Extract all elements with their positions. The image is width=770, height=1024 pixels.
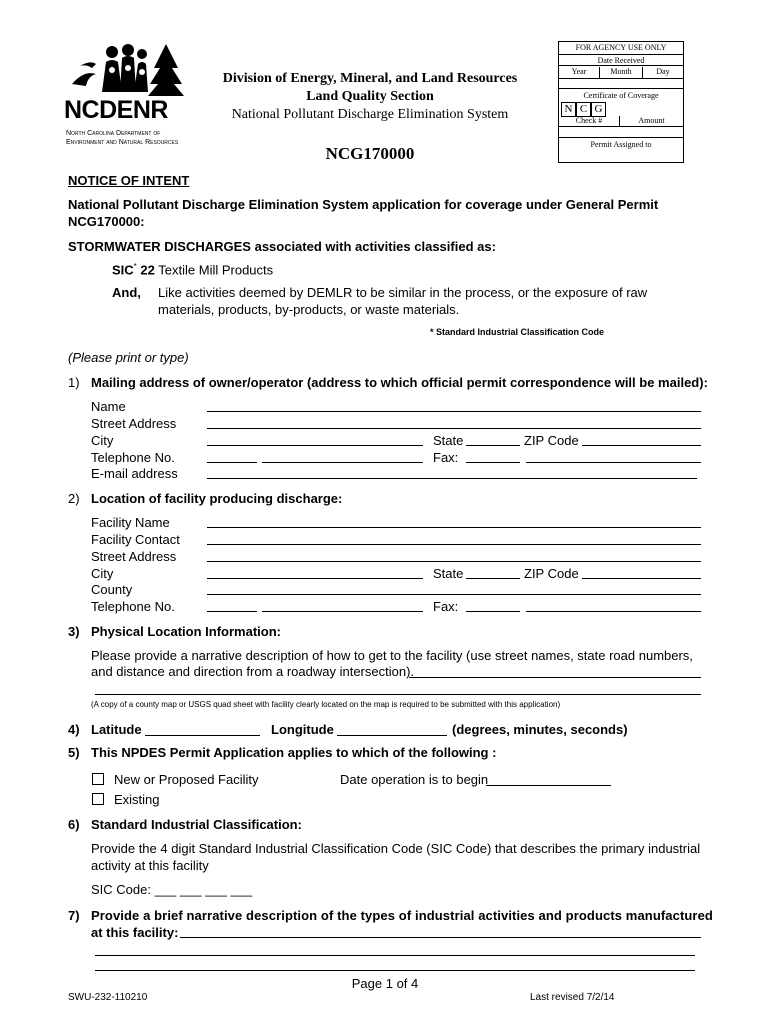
cert-letter: G	[591, 102, 606, 117]
existing-label: Existing	[114, 792, 160, 807]
logo-subtitle-2: Environment and Natural Resources	[66, 139, 179, 146]
s1-email-field[interactable]	[207, 464, 697, 479]
s2-county-field[interactable]	[207, 580, 701, 595]
s2-phone-area-field[interactable]	[207, 597, 257, 612]
new-facility-label: New or Proposed Facility	[114, 772, 259, 787]
s1-street-label: Street Address	[91, 416, 177, 431]
cert-letter: N	[561, 102, 576, 117]
s6-title: Standard Industrial Classification:	[91, 817, 302, 832]
sic-star: *	[133, 262, 137, 271]
s2-county-label: County	[91, 582, 133, 597]
s1-phone-field[interactable]	[262, 448, 423, 463]
new-facility-checkbox[interactable]	[92, 773, 104, 785]
coverage-label: Certificate of Coverage	[583, 91, 659, 100]
s2-city-field[interactable]	[207, 564, 423, 579]
year-label: Year	[559, 67, 600, 78]
s2-title: Location of facility producing discharge:	[91, 491, 343, 506]
s1-number: 1)	[68, 375, 80, 390]
date-begin-field[interactable]	[486, 771, 611, 786]
and-label: And,	[112, 285, 141, 300]
s3-title: Physical Location Information:	[91, 624, 281, 639]
s3-directions-field[interactable]	[409, 663, 701, 678]
and-line-1: Like activities deemed by DEMLR to be similar in the process, or the exposure of raw	[158, 285, 648, 300]
s3-map-note: (A copy of a county map or USGS quad sheet with facility clearly located on the map is required to be submitted with this application)	[91, 700, 561, 709]
sic-label: SIC	[112, 262, 134, 278]
s3-directions-field-2[interactable]	[95, 680, 701, 695]
s2-fname-label: Facility Name	[91, 515, 170, 530]
s2-fax-area-field[interactable]	[466, 597, 520, 612]
s5-title: This NPDES Permit Application applies to which of the following :	[91, 745, 497, 760]
s1-city-label: City	[91, 433, 114, 448]
s1-zip-label: ZIP Code	[524, 433, 579, 448]
longitude-field[interactable]	[337, 721, 447, 736]
s1-state-field[interactable]	[466, 431, 520, 446]
s7-description-field[interactable]	[180, 923, 701, 938]
s1-fax-area-field[interactable]	[466, 448, 520, 463]
stormwater-heading: STORMWATER DISCHARGES associated with activities classified as:	[68, 239, 496, 254]
sic-code-field[interactable]: SIC Code: ___ ___ ___ ___	[91, 882, 253, 897]
application-line-1: National Pollutant Discharge Elimination System application for coverage under General Permit	[68, 197, 659, 212]
s2-number: 2)	[68, 491, 80, 506]
amount-label: Amount	[638, 116, 665, 125]
form-number: SWU-232-110210	[68, 992, 148, 1003]
s1-fax-field[interactable]	[526, 448, 701, 463]
sic-footnote: * Standard Industrial Classification Code	[430, 327, 605, 337]
s1-email-label: E-mail address	[91, 466, 178, 481]
s2-zip-label: ZIP Code	[524, 566, 579, 581]
s2-fax-field[interactable]	[526, 597, 701, 612]
logo-subtitle-1: North Carolina Department of	[66, 130, 161, 137]
s6-number: 6)	[68, 817, 80, 832]
logo-figures-icon	[66, 44, 186, 96]
s2-street-label: Street Address	[91, 549, 177, 564]
s5-number: 5)	[68, 745, 80, 760]
s6-line-1: Provide the 4 digit Standard Industrial Classification Code (SIC Code) that describes the primary industrial	[91, 841, 701, 856]
s7-description-field-3[interactable]	[95, 956, 695, 971]
s2-fcontact-field[interactable]	[207, 530, 701, 545]
coordinate-units: (degrees, minutes, seconds)	[452, 722, 628, 737]
s2-phone-field[interactable]	[262, 597, 423, 612]
s2-fname-field[interactable]	[207, 513, 701, 528]
s2-zip-field[interactable]	[582, 564, 701, 579]
cert-letter: C	[576, 102, 591, 117]
s2-city-label: City	[91, 566, 114, 581]
s1-state-label: State	[433, 433, 464, 448]
s7-line-2: at this facility:	[91, 925, 179, 940]
page-number: Page 1 of 4	[351, 976, 419, 991]
permit-number: NCG170000	[325, 144, 415, 163]
s1-name-field[interactable]	[207, 397, 701, 412]
print-instruction: (Please print or type)	[68, 350, 189, 365]
day-label: Day	[656, 67, 670, 76]
s2-state-label: State	[433, 566, 464, 581]
s1-name-label: Name	[91, 399, 126, 414]
check-label: Check #	[559, 116, 620, 126]
latitude-label: Latitude	[91, 722, 142, 737]
longitude-label: Longitude	[271, 722, 334, 737]
s1-fax-label: Fax:	[433, 450, 459, 465]
new-facility-option[interactable]	[92, 772, 259, 787]
system-title: National Pollutant Discharge Elimination System	[231, 107, 509, 122]
month-label: Month	[600, 67, 643, 78]
s2-state-field[interactable]	[466, 564, 520, 579]
permit-assigned-label: Permit Assigned to	[590, 140, 652, 149]
s1-zip-field[interactable]	[582, 431, 701, 446]
agency-title: FOR AGENCY USE ONLY	[575, 43, 667, 52]
section-title: Land Quality Section	[306, 89, 434, 104]
s1-city-field[interactable]	[207, 431, 423, 446]
date-received-label: Date Received	[597, 56, 645, 65]
application-line-2: NCG170000:	[68, 214, 145, 229]
s6-line-2: activity at this facility	[91, 858, 209, 873]
sic-description: Textile Mill Products	[158, 262, 274, 278]
s2-phone-label: Telephone No.	[91, 599, 175, 614]
existing-option[interactable]	[92, 792, 160, 807]
s1-title: Mailing address of owner/operator (address to which official permit correspondence will be mailed):	[91, 375, 708, 390]
existing-checkbox[interactable]	[92, 793, 104, 805]
notice-heading: NOTICE OF INTENT	[68, 173, 190, 188]
latitude-field[interactable]	[145, 721, 260, 736]
s1-street-field[interactable]	[207, 414, 701, 429]
last-revised: Last revised 7/2/14	[530, 992, 615, 1003]
s2-fcontact-label: Facility Contact	[91, 532, 180, 547]
s1-phone-label: Telephone No.	[91, 450, 175, 465]
sic-line	[112, 262, 273, 277]
agency-use-box	[558, 41, 684, 163]
s7-description-field-2[interactable]	[95, 941, 695, 956]
s3-line-2: and distance and direction from a roadway intersection).	[91, 664, 415, 679]
s2-street-field[interactable]	[207, 547, 701, 562]
ncdenr-logo	[64, 44, 204, 154]
s2-fax-label: Fax:	[433, 599, 459, 614]
s1-phone-area-field[interactable]	[207, 448, 257, 463]
logo-wordmark: NCDENR	[64, 96, 168, 124]
s3-number: 3)	[68, 624, 80, 639]
division-title: Division of Energy, Mineral, and Land Resources	[222, 71, 518, 86]
s7-number: 7)	[68, 908, 80, 923]
s3-line-1: Please provide a narrative description of how to get to the facility (use street names, state road numbers,	[91, 648, 693, 663]
sic-number: 22	[140, 262, 155, 278]
and-line-2: materials, products, by-products, or waste materials.	[158, 302, 460, 317]
date-begin-label: Date operation is to begin	[340, 772, 489, 787]
s4-number: 4)	[68, 722, 80, 737]
s7-line-1: Provide a brief narrative description of the types of industrial activities and products manufactured	[91, 908, 713, 923]
cert-letters	[561, 102, 606, 117]
